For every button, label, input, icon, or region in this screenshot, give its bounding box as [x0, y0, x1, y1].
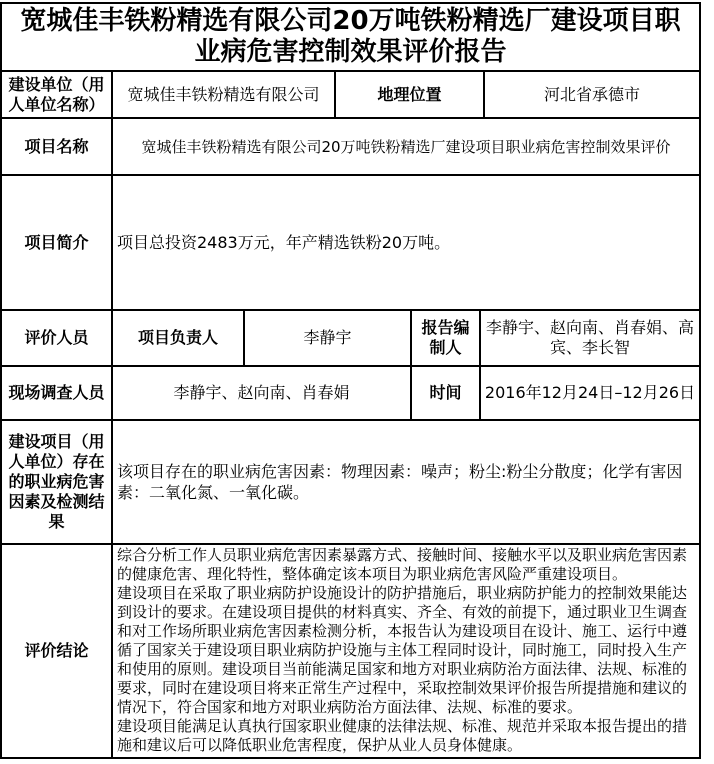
project-leader-value: 李静宇 [245, 311, 412, 365]
conclusion-paragraph-2: 建设项目在采取了职业病防护设施设计的防护措施后，职业病防护能力的控制效果能达到设计的要求。在建设项目提供的材料真实、齐全、有效的前提下，通过职业卫生调查和对工作场所职业病危害因素检测分析，本报告认为建设项目在设计、施工、运行中遵循了国家关于建设项目职业病防护设施与主体工程同时设计，同时施工，同时投入生产和使用的原则。建设项目当前能满足国家和地方对职业病防治方面法律、法规、标准的要求，同时在建设项目将来正常生产过程中，采取控制效果评价报告所提措施和建议的情况下，符合国家和地方对职业病防治方面法律、法规、标准的要求。 [117, 584, 688, 716]
row-conclusion [2, 545, 699, 757]
conclusion-paragraph-1: 综合分析工作人员职业病危害因素暴露方式、接触时间、接触水平以及职业病危害因素的健康危害、理化特性，整体确定该本项目为职业病危害风险严重建设项目。 [117, 546, 688, 583]
report-title-line1: 宽城佳丰铁粉精选有限公司20万吨铁粉精选厂建设项目职 [20, 6, 681, 36]
report-writers-value: 李静宇、赵向南、肖春娟、高宾、李长智 [485, 318, 694, 357]
report-writers-label: 报告编制人 [412, 311, 481, 365]
report-title [2, 4, 699, 72]
row-evaluators [2, 311, 699, 367]
conclusion-value [113, 545, 699, 757]
project-name-label: 项目名称 [2, 119, 113, 174]
report-table [0, 2, 701, 759]
hazard-factors-value: 该项目存在的职业病危害因素：物理因素：噪声；粉尘:粉尘分散度；化学有害因素：二氧化氮、一氧化碳。 [117, 462, 683, 502]
project-intro-label: 项目简介 [2, 176, 113, 309]
row-project-intro [2, 176, 699, 311]
conclusion-paragraph-3: 建设项目能满足认真执行国家职业健康的法律法规、标准、规范并采取本报告提出的措施和建议后可以降低职业危害程度，保护从业人员身体健康。 [117, 717, 688, 754]
row-project-name [2, 119, 699, 176]
site-survey-label: 现场调查人员 [2, 367, 113, 419]
conclusion-label: 评价结论 [2, 545, 113, 757]
row-site-survey [2, 367, 699, 421]
geo-location-label: 地理位置 [336, 72, 485, 117]
survey-time-label: 时间 [412, 367, 481, 419]
construction-unit-value: 宽城佳丰铁粉精选有限公司 [113, 72, 336, 117]
project-name-value: 宽城佳丰铁粉精选有限公司20万吨铁粉精选厂建设项目职业病危害控制效果评价 [141, 137, 671, 156]
row-hazard-factors [2, 421, 699, 545]
site-survey-value: 李静宇、赵向南、肖春娟 [113, 367, 412, 419]
hazard-factors-label: 建设项目（用人单位）存在的职业病危害因素及检测结果 [2, 421, 113, 543]
evaluators-label: 评价人员 [2, 311, 113, 365]
report-title-line2: 业病危害控制效果评价报告 [194, 37, 507, 67]
project-leader-label: 项目负责人 [113, 311, 245, 365]
row-construction-unit [2, 72, 699, 119]
construction-unit-label: 建设单位（用人单位名称） [2, 72, 113, 117]
project-intro-value: 项目总投资2483万元，年产精选铁粉20万吨。 [117, 232, 451, 252]
geo-location-value: 河北省承德市 [543, 84, 640, 104]
survey-time-value: 2016年12月24日–12月26日 [484, 383, 696, 402]
